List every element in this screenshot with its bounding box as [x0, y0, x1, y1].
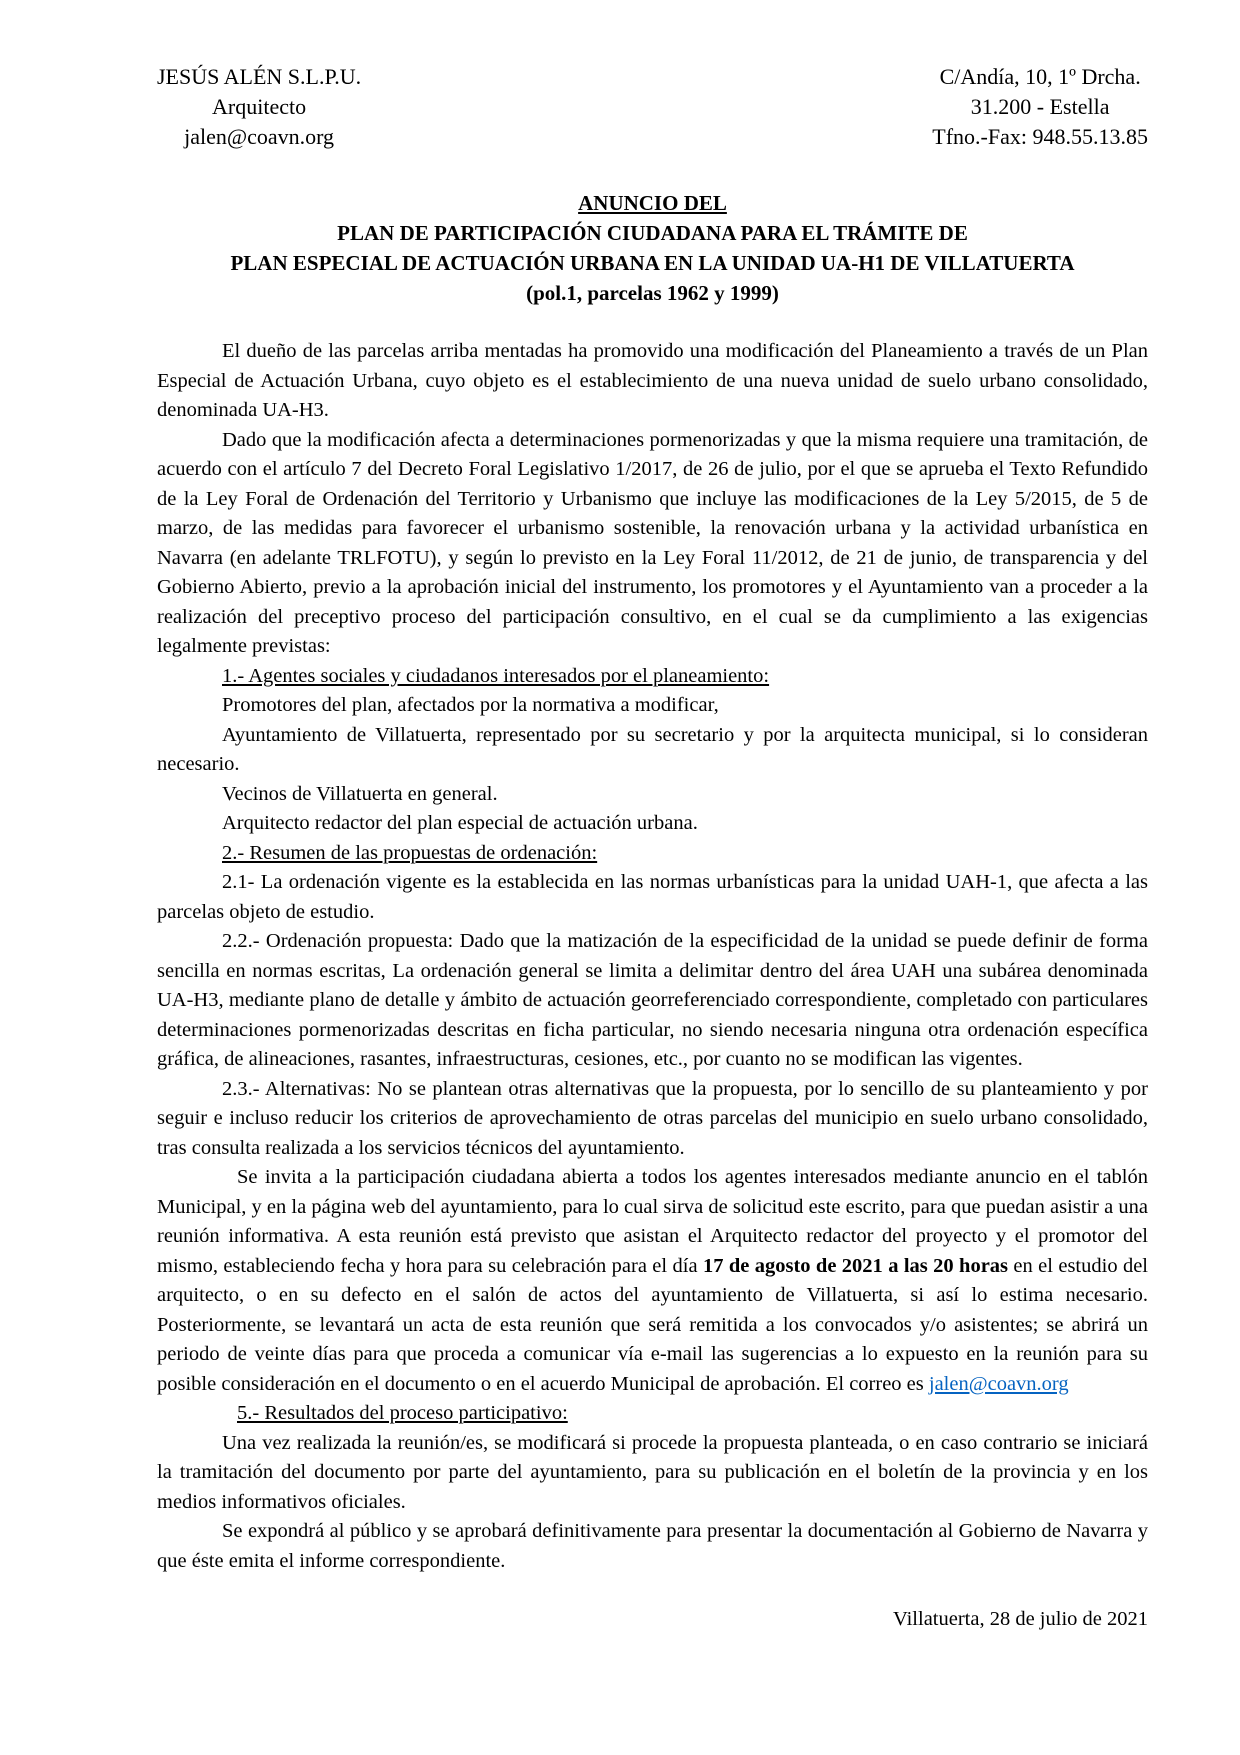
document-title [157, 188, 1148, 308]
paragraph-marco-legal: Dado que la modificación afecta a determinaciones pormenorizadas y que la misma requiere una tramitación, de acuerdo con el artículo 7 del Decreto Foral Legislativo 1/2017, de 26 de julio, por el que se aprueba el Texto Refundido de la Ley Foral de Ordenación del Territorio y Urbanismo que incluye las modificaciones de la Ley 5/2015, de 5 de marzo, de las medidas para favorecer el urbanismo sostenible, la renovación urbana y la actividad urbanística en Navarra (en adelante TRLFOTU), y según lo previsto en la Ley Foral 11/2012, de 21 de junio, de transparencia y del Gobierno Abierto, previo a la aprobación inicial del instrumento, los promotores y el Ayuntamiento van a proceder a la realización del preceptivo proceso del participación consultivo, en el cual se da cumplimiento a las exigencias legalmente previstas: [157, 428, 1148, 657]
section-2-heading-text: 2.- Resumen de las propuestas de ordenación: [222, 841, 598, 864]
title-plan-participacion: PLAN DE PARTICIPACIÓN CIUDADANA PARA EL TRÁMITE DE [337, 221, 968, 245]
letterhead-contact [932, 62, 1148, 152]
letterhead [157, 62, 1148, 152]
section-1-heading-text: 1.- Agentes sociales y ciudadanos interesados por el planeamiento: [222, 664, 770, 687]
agente-item: Ayuntamiento de Villatuerta, representado por su secretario y por la arquitecta municipal, si lo consideran necesario. [157, 723, 1148, 775]
paragraph-5a: Una vez realizada la reunión/es, se modificará si procede la propuesta planteada, o en caso contrario se iniciará la tramitación del documento por parte del ayuntamiento, para su publicación en el boletín de la provincia y en los medios informativos oficiales. [157, 1431, 1148, 1513]
agente-item: Vecinos de Villatuerta en general. [222, 782, 498, 805]
agente-item: Arquitecto redactor del plan especial de actuación urbana. [222, 812, 698, 834]
paragraph-invitacion [157, 1163, 1148, 1399]
contact-phone: Tfno.-Fax: 948.55.13.85 [932, 124, 1148, 149]
paragraph-2-3: 2.3.- Alternativas: No se plantean otras alternativas que la propuesta, por lo sencillo de su planteamiento y por seguir e incluso reducir los criterios de aprovechamiento de otras parcelas del municipio en suelo urbano consolidado, tras consulta realizada a los servicios técnicos del ayuntamiento. [157, 1077, 1148, 1159]
section-5-heading [157, 1399, 1148, 1429]
invitacion-text-1: Se invita a la participación ciudadana abierta a todos los agentes interesados mediante anuncio en el tablón Municipal, y en la página web del ayuntamiento, para lo cual sirva de solicitud este escrito, para que puedan asistir a una reunión informativa. A esta reunión está previsto que asistan el Arquitecto redactor del proyecto y el promotor del mismo, estableciendo fecha y hora para su celebración para el día [157, 1166, 1148, 1277]
title-anuncio: ANUNCIO DEL [578, 191, 727, 215]
letterhead-sender [157, 62, 361, 152]
sender-company: JESÚS ALÉN S.L.P.U. [157, 64, 362, 89]
invitacion-text-2: en el estudio del arquitecto, o en su defecto en el salón de actos del ayuntamiento de Villatuerta, si así lo estima necesario. Posteriormente, se levantará un acta de esta reunión que será remitida a los convocados y/o asistentes; se abrirá un periodo de veinte días para que proceda a comunicar vía e-mail las sugerencias a lo expuesto en la reunión para su posible consideración en el documento o en el acuerdo Municipal de aprobación. El correo es [157, 1254, 1149, 1395]
paragraph-2-1: 2.1- La ordenación vigente es la establecida en las normas urbanísticas para la unidad UAH-1, que afecta a las parcelas objeto de estudio. [157, 871, 1148, 923]
date-place-line: Villatuerta, 28 de julio de 2021 [893, 1608, 1148, 1630]
contact-address: C/Andía, 10, 1º Drcha. [939, 64, 1141, 89]
sender-role: Arquitecto [212, 94, 307, 119]
contact-city: 31.200 - Estella [970, 94, 1110, 119]
invitacion-fecha: 17 de agosto de 2021 a las 20 horas [702, 1254, 1009, 1277]
title-plan-especial: PLAN ESPECIAL DE ACTUACIÓN URBANA EN LA UNIDAD UA-H1 DE VILLATUERTA [230, 251, 1075, 275]
section-2-heading [157, 839, 1148, 869]
sender-email: jalen@coavn.org [184, 124, 335, 149]
document-content [157, 62, 1148, 1635]
section-5-heading-text: 5.- Resultados del proceso participativo: [237, 1402, 568, 1424]
paragraph-intro: El dueño de las parcelas arriba mentadas ha promovido una modificación del Planeamiento a través de un Plan Especial de Actuación Urbana, cuyo objeto es el establecimiento de una nueva unidad de suelo urbano consolidado, denominada UA-H3. [157, 340, 1148, 421]
email-link[interactable]: jalen@coavn.org [928, 1372, 1069, 1395]
agente-item: Promotores del plan, afectados por la normativa a modificar, [222, 694, 719, 716]
paragraph-2-2: 2.2.- Ordenación propuesta: Dado que la matización de la especificidad de la unidad se puede definir de forma sencilla en normas escritas, La ordenación general se limita a delimitar dentro del área UAH una subárea denominada UA-H3, mediante plano de detalle y ámbito de actuación georreferenciado correspondiente, completado con particulares determinaciones pormenorizadas descritas en ficha particular, no siendo necesaria ninguna otra ordenación específica gráfica, de alineaciones, rasantes, infraestructuras, cesiones, etc., por cuanto no se modifican las vigentes. [157, 930, 1148, 1070]
paragraph-5b: Se expondrá al público y se aprobará definitivamente para presentar la documentación al Gobierno de Navarra y que éste emita el informe correspondiente. [157, 1520, 1148, 1572]
title-parcelas: (pol.1, parcelas 1962 y 1999) [526, 281, 779, 305]
section-1-heading [157, 662, 1148, 692]
document-body [157, 337, 1148, 1635]
